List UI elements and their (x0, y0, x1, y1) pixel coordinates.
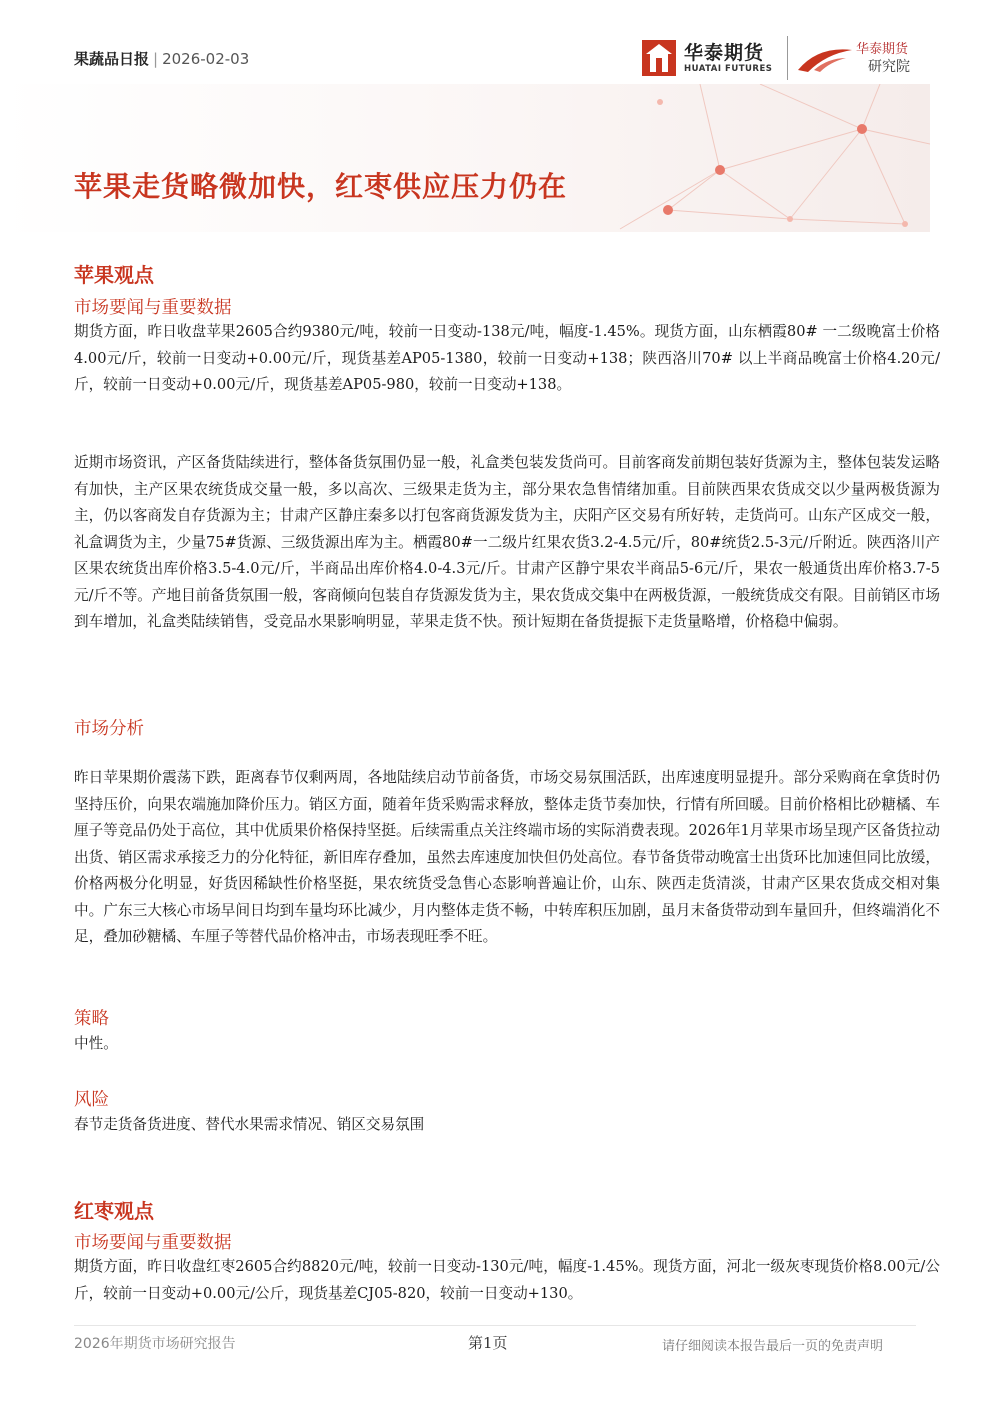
footer-divider (74, 1325, 916, 1326)
header-separator: | (153, 50, 159, 68)
apple-strategy-text: 中性。 (74, 1035, 118, 1052)
report-header (74, 48, 249, 69)
institute-name: 研究院 (868, 59, 910, 75)
apple-risk-heading: 风险 (74, 1090, 109, 1110)
apple-analysis-heading: 市场分析 (74, 719, 144, 739)
footer-disclaimer-note: 请仔细阅读本报告最后一页的免责声明 (662, 1339, 884, 1354)
huatai-futures-logo (642, 36, 782, 80)
report-date: 2026-02-03 (162, 50, 250, 68)
apple-analysis-paragraph: 昨日苹果期价震荡下跌，距离春节仅剩两周，各地陆续启动节前备货，市场交易氛围活跃，出库速度明显提升。部分采购商在拿货时仍坚持压价，向果农端施加降价压力。销区方面，随着年货采购需求释放，整体走货节奏加快，行情有所回暖。目前价格相比砂糖橘、车厘子等竞品仍处于高位，其中优质果价格保持坚挺。后续需重点关注终端市场的实际消费表现。2026年1月苹果市场呈现产区备货拉动出货、销区需求承接乏力的分化特征，新旧库存叠加，虽然去库速度加快但仍处高位。春节备货带动晚富士出货环比加速但同比放缓，价格两极分化明显，好货因稀缺性价格坚挺，果农统货受急售心态影响普遍让价，山东、陕西走货清淡，甘肃产区果农货成交相对集中。广东三大核心市场早间日均到车量均环比减少，月内整体走货不畅，中转库积压加剧，虽月末备货带动到车量回升，但终端消化不足，叠加砂糖橘、车厘子等替代品价格冲击，市场表现旺季不旺。 (74, 769, 940, 945)
apple-view-heading: 苹果观点 (74, 263, 154, 287)
institute-swoosh-icon (796, 40, 854, 74)
jujube-news-paragraph-1: 期货方面，昨日收盘红枣2605合约8820元/吨，较前一日变动-130元/吨，幅度-1.45%。现货方面，河北一级灰枣现货价格8.00元/公斤，较前一日变动+0.00元/公斤，现货基差CJ05-820，较前一日变动+130。 (74, 1258, 940, 1302)
footer-report-name: 2026年期货市场研究报告 (74, 1336, 236, 1352)
logo-english-name: HUATAI FUTURES (684, 64, 773, 74)
apple-news-paragraph-2: 近期市场资讯，产区备货陆续进行，整体备货氛围仍显一般，礼盒类包装发货尚可。目前客商发前期包装好货源为主，整体包装发运略有加快，主产区果农统货成交量一般，多以高次、三级果走货为主，部分果农急售情绪加重。目前陕西果农货成交以少量两极货源为主，仍以客商发自存货源为主；甘肃产区静庄秦多以打包客商货源发货为主，庆阳产区交易有所好转，走货尚可。山东产区成交一般，礼盒调货为主，少量75#货源、三级货源出库为主。栖霞80#一二级片红果农货3.2-4.5元/斤，80#统货2.5-3元/斤附近。陕西洛川产区果农统货出库价格3.5-4.0元/斤，半商品出库价格4.0-4.3元/斤。甘肃产区静宁果农半商品5-6元/斤，果农一般通货出库价格3.7-5元/斤不等。产地目前备货氛围一般，客商倾向包装自存货源发货为主，果农货成交集中在两极货源，一般统货成交有限。目前销区市场到车增加，礼盒类陆续销售，受竞品水果影响明显，苹果走货不快。预计短期在备货提振下走货量略增，价格稳中偏弱。 (74, 454, 940, 630)
jujube-news-heading: 市场要闻与重要数据 (74, 1233, 232, 1253)
apple-strategy-heading: 策略 (74, 1009, 109, 1029)
logo-divider (787, 36, 788, 80)
institute-brand: 华泰期货 (856, 42, 909, 57)
research-institute-logo (796, 34, 926, 80)
apple-risk-text: 春节走货备货进度、替代水果需求情况、销区交易氛围 (74, 1116, 425, 1133)
huatai-logo-icon (642, 40, 676, 76)
report-title: 苹果走货略微加快，红枣供应压力仍在 (74, 170, 568, 203)
apple-news-paragraph-1: 期货方面，昨日收盘苹果2605合约9380元/吨，较前一日变动-138元/吨，幅度-1.45%。现货方面，山东栖霞80# 一二级晚富士价格4.00元/斤，较前一日变动+0.00元/斤，现货基差AP05-1380，较前一日变动+138；陕西洛川70# 以上半商品晚富士价格4.20元/斤，较前一日变动+0.00元/斤，现货基差AP05-980，较前一日变动+138。 (74, 323, 940, 393)
logo-chinese-name: 华泰期货 (684, 42, 765, 64)
apple-news-heading: 市场要闻与重要数据 (74, 298, 232, 318)
jujube-view-heading: 红枣观点 (74, 1199, 154, 1223)
banner-network-decoration (0, 84, 930, 232)
page-number: 第1页 (468, 1334, 508, 1352)
report-category: 果蔬品日报 (74, 50, 150, 68)
